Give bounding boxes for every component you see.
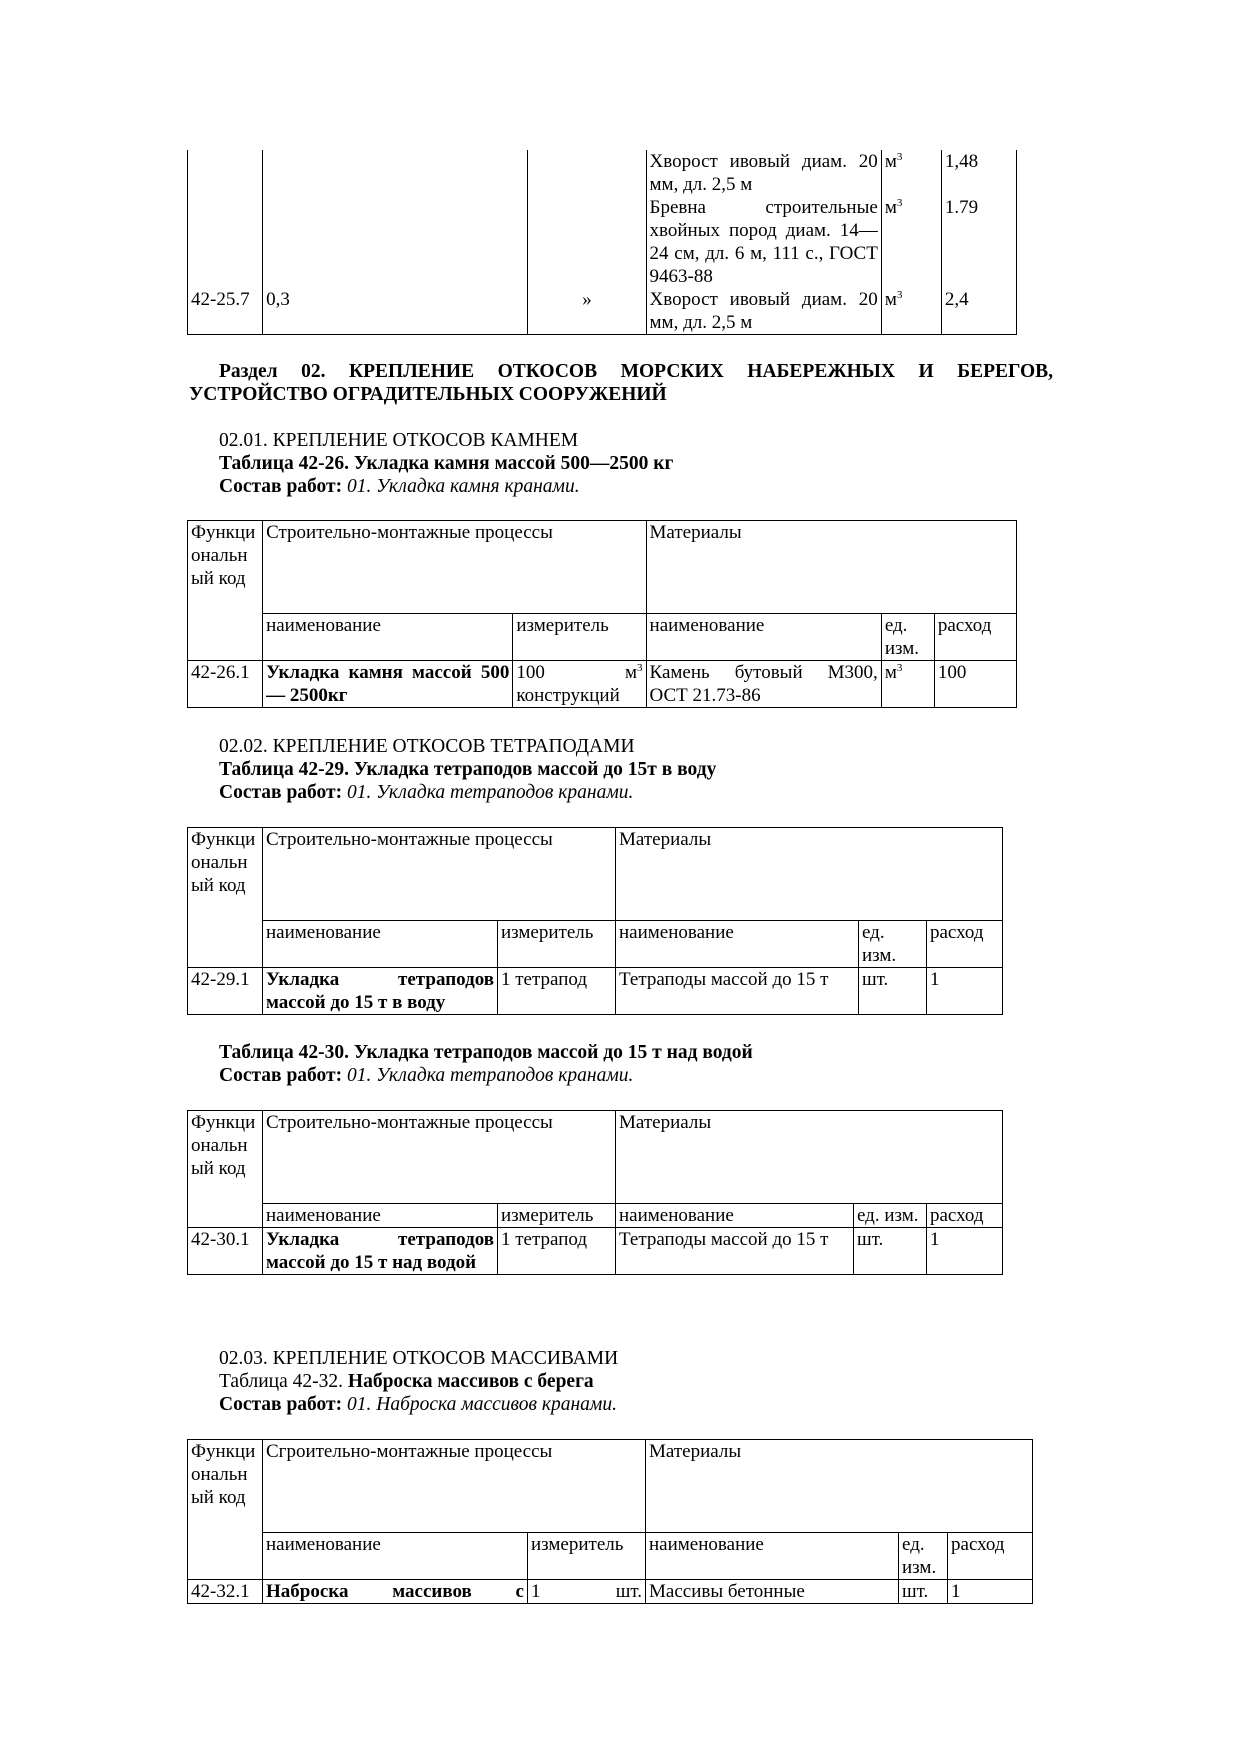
- table-row: [188, 661, 1017, 708]
- cell-name: Укладка тетраподов массой до 15 т над водой: [263, 1228, 498, 1275]
- header-processes: Строительно-монтажные процессы: [263, 828, 616, 921]
- header-unit: ед. изм.: [859, 921, 927, 968]
- header-material-name: наименование: [616, 1204, 854, 1228]
- header-code: Функциональный код: [188, 828, 263, 968]
- cell-measure: 100 $м^3$ конструкций: [513, 661, 646, 708]
- cell-name: Наброска массивов с: [263, 1580, 528, 1604]
- cell-code: 42-32.1: [188, 1580, 263, 1604]
- cell-rate: 100: [934, 661, 1016, 708]
- cell-material: Массивы бетонные: [646, 1580, 899, 1604]
- cell-code: [188, 150, 263, 196]
- work-composition: [219, 781, 633, 804]
- cell-material: Тетраподы массой до 15 т: [616, 1228, 854, 1275]
- work-label: Состав работ:: [219, 476, 343, 497]
- table-42-32: [187, 1439, 1033, 1604]
- header-rate: расход: [927, 921, 1003, 968]
- cell-code: [188, 196, 263, 288]
- cell-rate: 1,48: [941, 150, 1016, 196]
- cell-rate: 1: [927, 968, 1003, 1015]
- header-materials: Материалы: [646, 1440, 1033, 1533]
- work-label: Состав работ:: [219, 782, 343, 803]
- header-material-name: наименование: [616, 921, 859, 968]
- work-composition: [219, 475, 580, 498]
- table-42-30: [187, 1110, 1003, 1275]
- cell-material: Бревна строительные хвойных пород диам. 14—24 см, дл. 6 м, 111 с., ГОСТ 9463-88: [646, 196, 881, 288]
- subsection-title: 02.02. КРЕПЛЕНИЕ ОТКОСОВ ТЕТРАПОДАМИ: [219, 736, 635, 757]
- cell-material: Хворост ивовый диам. 20 мм, дл. 2,5 м: [646, 288, 881, 335]
- top-continuation-table: [187, 150, 1017, 335]
- header-materials: Материалы: [616, 828, 1003, 921]
- cell-measure: 1 шт.: [528, 1580, 646, 1604]
- header-code: Функциональный код: [188, 1111, 263, 1228]
- work-composition: [219, 1064, 633, 1087]
- cell-material: Хворост ивовый диам. 20 мм, дл. 2,5 м: [646, 150, 881, 196]
- work-composition: [219, 1393, 617, 1416]
- cell-amount: 0,3: [263, 288, 528, 335]
- cell-name: Укладка тетраподов массой до 15 т в воду: [263, 968, 498, 1015]
- work-label: Состав работ:: [219, 1065, 343, 1086]
- cell-measure: [528, 150, 646, 196]
- header-measure: измеритель: [498, 921, 616, 968]
- header-row: [188, 828, 1003, 921]
- header-material-name: наименование: [646, 1533, 899, 1580]
- cell-unit: $м^3$: [881, 661, 934, 708]
- header-row: [188, 1440, 1033, 1533]
- header-name: наименование: [263, 614, 513, 661]
- cell-measure: [528, 196, 646, 288]
- cell-unit: [881, 288, 941, 335]
- table-title: [219, 1370, 594, 1393]
- header-processes: Строительно-монтажные процессы: [263, 521, 646, 614]
- table-title: Таблица 42-26. Укладка камня массой 500—2500 кг: [219, 453, 674, 474]
- work-text: 01. Укладка тетраподов кранами.: [347, 782, 634, 803]
- header-materials: Материалы: [646, 521, 1016, 614]
- cell-rate: 1.79: [941, 196, 1016, 288]
- header-code: Функциональный код: [188, 521, 263, 661]
- work-text: 01. Укладка камня кранами.: [347, 476, 580, 497]
- header-row: [188, 521, 1017, 614]
- cell-material: Камень бутовый М300, ОСТ 21.73-86: [646, 661, 881, 708]
- cell-unit: шт.: [854, 1228, 927, 1275]
- section-heading: Раздел 02. КРЕПЛЕНИЕ ОТКОСОВ МОРСКИХ НАБЕРЕЖНЫХ И БЕРЕГОВ, УСТРОЙСТВО ОГРАДИТЕЛЬНЫХ СООРУЖЕНИЙ: [189, 361, 1053, 405]
- header-row: [188, 1111, 1003, 1204]
- cell-material: Тетраподы массой до 15 т: [616, 968, 859, 1015]
- header-measure: измеритель: [528, 1533, 646, 1580]
- cell-code: 42-30.1: [188, 1228, 263, 1275]
- header-name: наименование: [263, 1204, 498, 1228]
- cell-unit: [881, 150, 941, 196]
- header-code: Функциональный код: [188, 1440, 263, 1580]
- subsection-title: 02.01. КРЕПЛЕНИЕ ОТКОСОВ КАМНЕМ: [219, 430, 579, 451]
- subsection-title: 02.03. КРЕПЛЕНИЕ ОТКОСОВ МАССИВАМИ: [219, 1348, 619, 1369]
- cell-measure: 1 тетрапод: [498, 968, 616, 1015]
- work-text: 01. Укладка тетраподов кранами.: [347, 1065, 634, 1086]
- header-material-name: наименование: [646, 614, 881, 661]
- subheader-row: [188, 1204, 1003, 1228]
- table-row: [188, 1580, 1033, 1604]
- work-label: Состав работ:: [219, 1394, 343, 1415]
- subheader-row: [188, 921, 1003, 968]
- cell-rate: 2,4: [941, 288, 1016, 335]
- subheader-row: [188, 614, 1017, 661]
- cell-unit: шт.: [859, 968, 927, 1015]
- unit-text: $м^3$: [884, 151, 903, 172]
- cell-unit: шт.: [899, 1580, 948, 1604]
- header-unit: ед. изм.: [854, 1204, 927, 1228]
- cell-measure: »: [528, 288, 646, 335]
- cell-code: 42-26.1: [188, 661, 263, 708]
- table-row: [188, 1228, 1003, 1275]
- table-row: [188, 196, 1017, 288]
- header-measure: измеритель: [513, 614, 646, 661]
- cell-amount: [263, 196, 528, 288]
- cell-measure: 1 тетрапод: [498, 1228, 616, 1275]
- header-materials: Материалы: [616, 1111, 1003, 1204]
- work-text: 01. Наброска массивов кранами.: [347, 1394, 617, 1415]
- cell-code: 42-25.7: [188, 288, 263, 335]
- table-title: Таблица 42-29. Укладка тетраподов массой до 15т в воду: [219, 759, 717, 780]
- unit-text: $м^3$: [884, 289, 903, 310]
- header-measure: измеритель: [498, 1204, 616, 1228]
- table-42-26: [187, 520, 1017, 708]
- table-42-29: [187, 827, 1003, 1015]
- header-unit: ед. изм.: [899, 1533, 948, 1580]
- unit-text: $м^3$: [884, 197, 903, 218]
- cell-unit: [881, 196, 941, 288]
- header-rate: расход: [927, 1204, 1003, 1228]
- table-row: [188, 150, 1017, 196]
- header-name: наименование: [263, 1533, 528, 1580]
- header-rate: расход: [934, 614, 1016, 661]
- cell-rate: 1: [927, 1228, 1003, 1275]
- subheader-row: [188, 1533, 1033, 1580]
- header-rate: расход: [948, 1533, 1033, 1580]
- cell-rate: 1: [948, 1580, 1033, 1604]
- cell-name: Укладка камня массой 500— 2500кг: [263, 661, 513, 708]
- header-processes: Строительно-монтажные процессы: [263, 1111, 616, 1204]
- header-processes: Сгроительно-монтажные процессы: [263, 1440, 646, 1533]
- cell-code: 42-29.1: [188, 968, 263, 1015]
- table-title: Таблица 42-30. Укладка тетраподов массой до 15 т над водой: [219, 1042, 753, 1063]
- cell-amount: [263, 150, 528, 196]
- table-title-number: Таблица 42-32.: [219, 1371, 344, 1392]
- header-unit: ед. изм.: [881, 614, 934, 661]
- header-name: наименование: [263, 921, 498, 968]
- table-row: [188, 288, 1017, 335]
- table-title-text: Наброска массивов с берега: [347, 1371, 594, 1392]
- table-row: [188, 968, 1003, 1015]
